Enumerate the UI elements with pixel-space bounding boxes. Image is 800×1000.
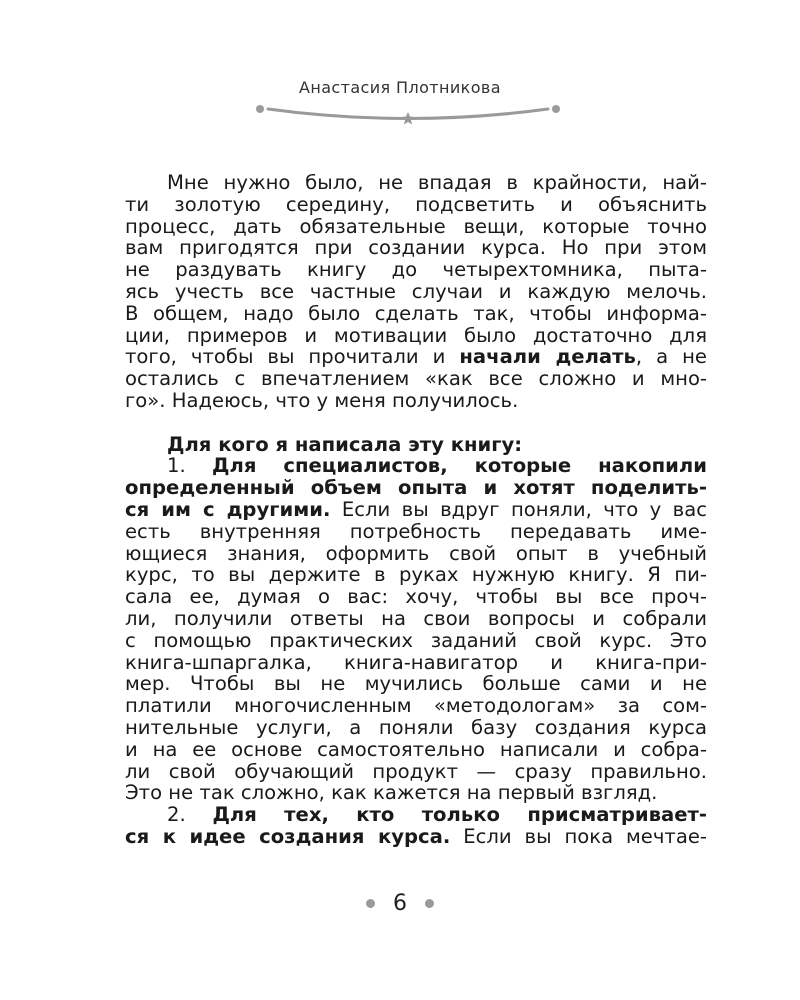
text-line: ли, получили ответы на свои вопросы и собрали xyxy=(125,606,707,630)
text-line: процесс, дать обязательные вещи, которые точно xyxy=(125,214,707,238)
page-footer xyxy=(0,888,800,918)
text-line: нительные услуги, а поняли базу создания курса xyxy=(125,715,707,739)
text-line: ции, примеров и мотивации было достаточно для xyxy=(125,323,707,347)
text-line: есть внутренняя потребность передавать име- xyxy=(125,519,707,543)
bold-phrase: ся им с другими. xyxy=(125,497,331,521)
ornament-star-icon xyxy=(402,112,415,125)
text-line xyxy=(125,346,707,368)
text-line: сала ее, думая о вас: хочу, чтобы вы все проч- xyxy=(125,585,707,609)
list-item-1-line xyxy=(125,455,707,477)
list-number: 1. xyxy=(167,454,213,478)
text-line: ющиеся знания, оформить свой опыт в учебный xyxy=(125,541,707,565)
ornament-right-dot xyxy=(552,105,560,113)
footer-right-dot-icon xyxy=(425,899,434,908)
text-line: платили многочисленным «методологам» за сом- xyxy=(125,694,707,718)
text-run: Если вы пока мечтае- xyxy=(450,824,707,848)
footer-left-dot-icon xyxy=(366,899,375,908)
paragraph-gap xyxy=(125,412,707,434)
text-line: книга-шпаргалка, книга-навигатор и книга-при- xyxy=(125,650,707,674)
text-line: ли свой обучающий продукт — сразу правильно. xyxy=(125,759,707,783)
list-item-2-line xyxy=(125,804,707,826)
text-line: ясь учесть все частные случаи и каждую мелочь. xyxy=(125,279,707,303)
running-header-author: Анастасия Плотникова xyxy=(299,78,501,97)
text-line: не раздувать книгу до четырехтомника, пыта- xyxy=(125,258,707,282)
text-line: Это не так сложно, как кажется на первый взгляд. xyxy=(125,781,658,805)
list-item-1-line xyxy=(125,499,707,521)
text-line: остались с впечатлением «как все сложно и мно- xyxy=(125,367,707,391)
text-run: , а не xyxy=(635,345,707,369)
list-item-2-line xyxy=(125,826,707,848)
list-item-1-line xyxy=(125,477,707,499)
text-line: ти золотую середину, подсветить и объяснить xyxy=(125,192,707,216)
bold-phrase: ся к идее создания курса. xyxy=(125,824,451,848)
text-run: того, чтобы вы прочитали и xyxy=(125,345,460,369)
text-line: го». Надеюсь, что у меня получилось. xyxy=(125,388,519,412)
text-line: Мне нужно было, не впадая в крайности, най- xyxy=(167,171,707,194)
bold-phrase: определенный объем опыта и хотят поделить- xyxy=(125,476,707,500)
header-ornament xyxy=(250,100,566,130)
body-text xyxy=(125,172,707,848)
text-line: и на ее основе самостоятельно написали и собра- xyxy=(125,737,707,761)
text-line: вам пригодятся при создании курса. Но при этом xyxy=(125,236,707,260)
text-line: В общем, надо было сделать так, чтобы информа- xyxy=(125,301,707,325)
list-number: 2. xyxy=(167,803,213,827)
text-run: Если вы вдруг поняли, что у вас xyxy=(330,497,707,521)
text-line: мер. Чтобы вы не мучились больше сами и не xyxy=(125,672,707,696)
text-line: с помощью практических заданий свой курс. Это xyxy=(125,628,707,652)
text-line: курс, то вы держите в руках нужную книгу. Я пи- xyxy=(125,563,707,587)
bold-phrase: начали делать xyxy=(459,345,636,369)
bold-phrase: Для тех, кто только присматривает- xyxy=(212,803,707,827)
page-number: 6 xyxy=(393,890,407,916)
section-heading-text: Для кого я написала эту книгу: xyxy=(167,432,523,456)
section-heading xyxy=(125,434,707,456)
ornament-left-dot xyxy=(256,105,264,113)
bold-phrase: Для специалистов, которые накопили xyxy=(212,454,707,478)
